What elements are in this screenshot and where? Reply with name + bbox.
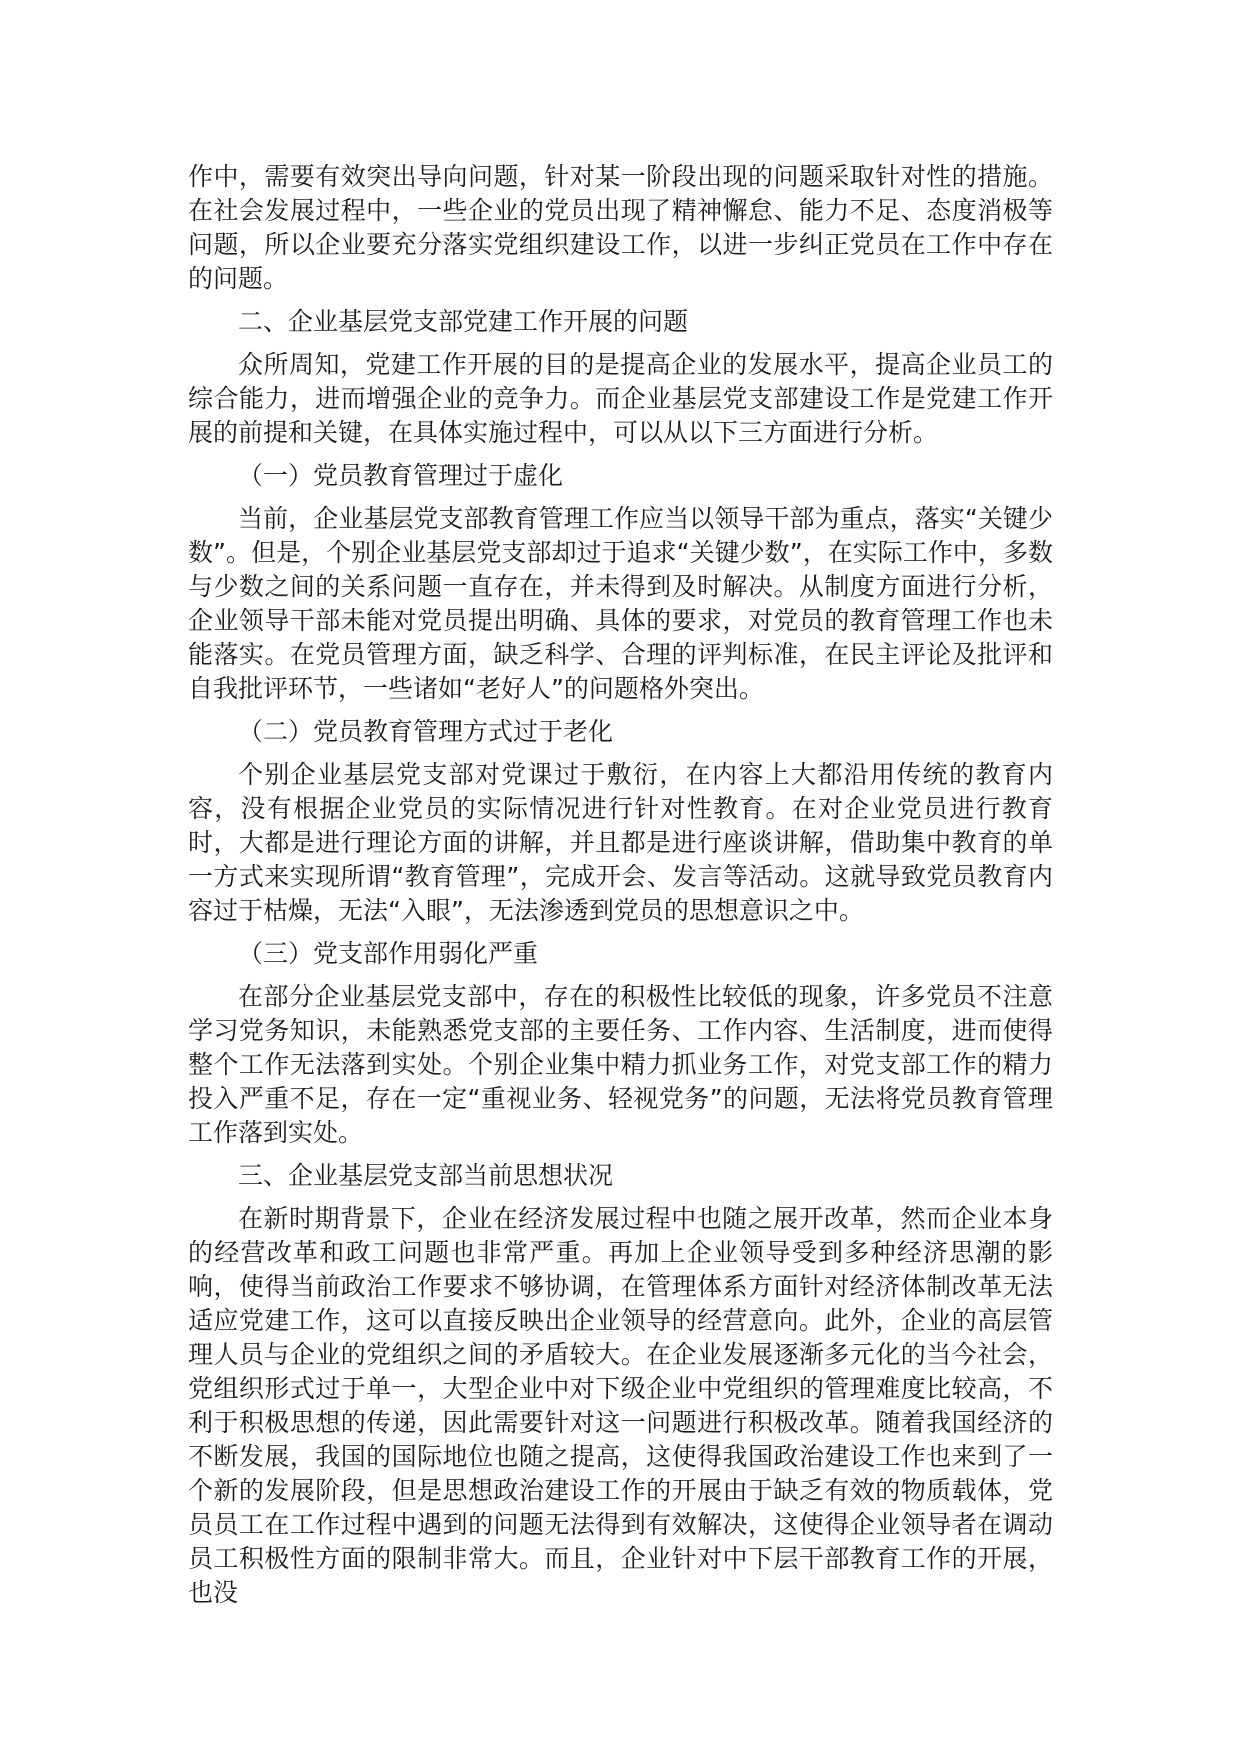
- paragraph-section-3: 在新时期背景下，企业在经济发展过程中也随之展开改革，然而企业本身的经营改革和政工问题也非常严重。再加上企业领导受到多种经济思潮的影响，使得当前政治工作要求不够协调，在管理体系方面针对经济体制改革无法适应党建工作，这可以直接反映出企业领导的经营意向。此外，企业的高层管理人员与企业的党组织之间的矛盾较大。在企业发展逐渐多元化的当今社会，党组织形式过于单一，大型企业中对下级企业中党组织的管理难度比较高，不利于积极思想的传递，因此需要针对这一问题进行积极改革。随着我国经济的不断发展，我国的国际地位也随之提高，这使得我国政治建设工作也来到了一个新的发展阶段，但是思想政治建设工作的开展由于缺乏有效的物质载体，党员员工在工作过程中遇到的问题无法得到有效解决，这使得企业领导者在调动员工积极性方面的限制非常大。而且，企业针对中下层干部教育工作的开展，也没: [188, 1204, 1053, 1607]
- subsection-heading-2: （二）党员教育管理方式过于老化: [238, 717, 614, 746]
- paragraph-subsection-2: 个别企业基层党支部对党课过于敷衍，在内容上大都沿用传统的教育内容，没有根据企业党员的实际情况进行针对性教育。在对企业党员进行教育时，大都是进行理论方面的讲解，并且都是进行座谈讲解，借助集中教育的单一方式来实现所谓“教育管理”，完成开会、发言等活动。这就导致党员教育内容过于枯燥，无法“入眼”，无法渗透到党员的思想意识之中。: [188, 760, 1053, 925]
- subsection-heading-3: （三）党支部作用弱化严重: [238, 939, 539, 968]
- section-heading-3: 三、企业基层党支部当前思想状况: [238, 1161, 614, 1190]
- paragraph-section-2-intro: 众所周知，党建工作开展的目的是提高企业的发展水平，提高企业员工的综合能力，进而增强企业的竞争力。而企业基层党支部建设工作是党建工作开展的前提和关键，在具体实施过程中，可以从以下三方面进行分析。: [188, 350, 1053, 447]
- section-heading-2: 二、企业基层党支部党建工作开展的问题: [238, 307, 689, 336]
- subsection-heading-1: （一）党员教育管理过于虚化: [238, 461, 564, 490]
- paragraph-subsection-1: 当前，企业基层党支部教育管理工作应当以领导干部为重点，落实“关键少数”。但是，个别企业基层党支部却过于追求“关键少数”，在实际工作中，多数与少数之间的关系问题一直存在，并未得到及时解决。从制度方面进行分析，企业领导干部未能对党员提出明确、具体的要求，对党员的教育管理工作也未能落实。在党员管理方面，缺乏科学、合理的评判标准，在民主评论及批评和自我批评环节，一些诸如“老好人”的问题格外突出。: [188, 504, 1053, 703]
- paragraph-continuation: 作中，需要有效突出导向问题，针对某一阶段出现的问题采取针对性的措施。在社会发展过程中，一些企业的党员出现了精神懈怠、能力不足、态度消极等问题，所以企业要充分落实党组织建设工作，以进一步纠正党员在工作中存在的问题。: [188, 162, 1053, 293]
- paragraph-subsection-3: 在部分企业基层党支部中，存在的积极性比较低的现象，许多党员不注意学习党务知识，未能熟悉党支部的主要任务、工作内容、生活制度，进而使得整个工作无法落到实处。个别企业集中精力抓业务工作，对党支部工作的精力投入严重不足，存在一定“重视业务、轻视党务”的问题，无法将党员教育管理工作落到实处。: [188, 982, 1053, 1147]
- document-page: [188, 160, 1053, 1619]
